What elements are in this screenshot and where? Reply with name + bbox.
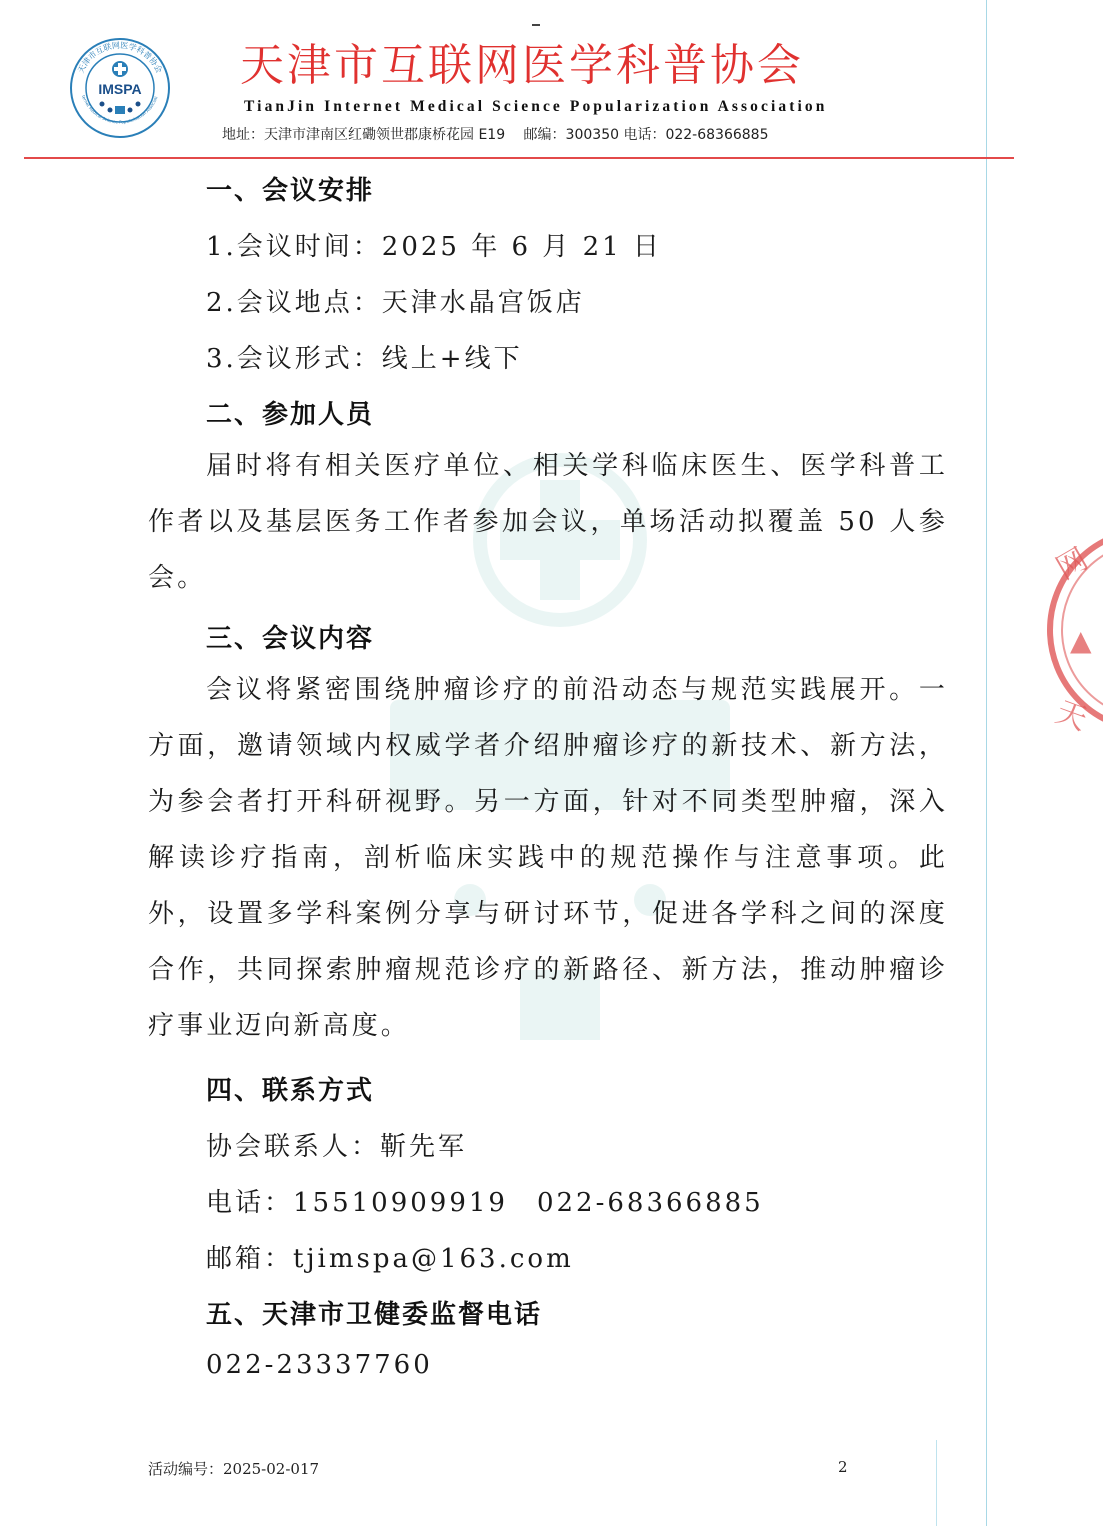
seal-stamp-fragment <box>1040 520 1103 740</box>
margin-guide-line-bottom <box>936 1440 937 1526</box>
participants-paragraph: 届时将有相关医疗单位、相关学科临床医生、医学科普工作者以及基层医务工作者参加会议，单场活动拟覆盖 50 人参会。 <box>148 451 948 593</box>
svg-text:▲: ▲ <box>1070 624 1092 657</box>
association-logo <box>68 36 172 140</box>
svg-text:网: 网 <box>1050 541 1094 587</box>
org-address-line: 地址：天津市津南区红磡领世郡康桥花园 E19 邮编：300350 电话：022-68366885 <box>222 127 769 143</box>
svg-text:天: 天 <box>1051 694 1092 738</box>
section-heading-content: 三、会议内容 <box>206 624 375 654</box>
section-heading-arrangement: 一、会议安排 <box>206 176 375 206</box>
section-heading-participants: 二、参加人员 <box>206 400 375 430</box>
top-dash-mark <box>532 24 540 26</box>
meeting-location: 2.会议地点：天津水晶宫饭店 <box>206 288 585 318</box>
letterhead-divider <box>24 157 1014 159</box>
contact-person: 协会联系人：靳先军 <box>206 1132 468 1162</box>
content-paragraph: 会议将紧密围绕肿瘤诊疗的前沿动态与规范实践展开。一方面，邀请领域内权威学者介绍肿瘤诊疗的新技术、新方法，为参会者打开科研视野。另一方面，针对不同类型肿瘤，深入解读诊疗指南，剖析临床实践中的规范操作与注意事项。此外，设置多学科案例分享与研讨环节，促进各学科之间的深度合作，共同探索肿瘤规范诊疗的新路径、新方法，推动肿瘤诊疗事业迈向新高度。 <box>148 675 948 1041</box>
activity-number: 活动编号：2025-02-017 <box>148 1460 320 1478</box>
meeting-time: 1.会议时间：2025 年 6 月 21 日 <box>206 232 662 262</box>
logo-ring-text-en: ternet Medical Science Popularization Associati <box>80 94 159 125</box>
logo-ring-text: 天津市互联网医学科普协会 <box>76 40 164 75</box>
org-name-english: TianJin Internet Medical Science Popularization Association <box>244 98 828 115</box>
page-number: 2 <box>838 1458 848 1476</box>
margin-guide-line <box>986 0 987 1526</box>
supervision-phone: 022-23337760 <box>206 1350 433 1380</box>
contact-phone: 电话：15510909919 022-68366885 <box>206 1188 764 1218</box>
section-heading-supervision: 五、天津市卫健委监督电话 <box>206 1300 543 1330</box>
svg-text:IMSPA: IMSPA <box>98 81 142 97</box>
meeting-format: 3.会议形式：线上+线下 <box>206 344 523 374</box>
org-name-title: 天津市互联网医学科普协会 <box>240 40 804 91</box>
contact-email[interactable]: 邮箱：tjimspa@163.com <box>206 1244 574 1274</box>
section-heading-contact: 四、联系方式 <box>206 1076 375 1106</box>
